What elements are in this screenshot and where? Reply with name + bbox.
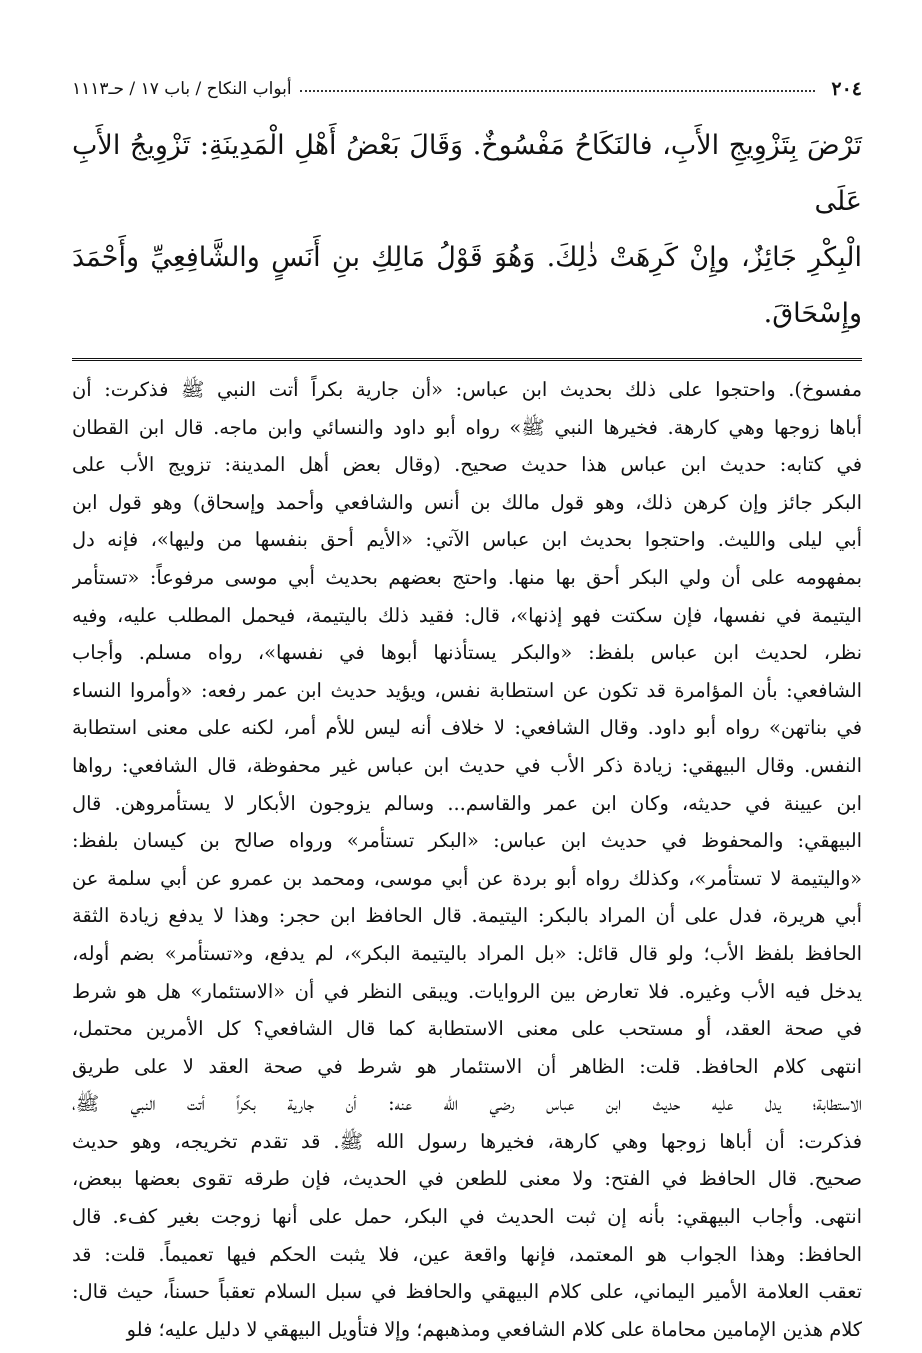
commentary-line: في صحة العقد، أو مستحب على معنى الاستطابة كما قال الشافعي؟ كل الأمرين محتمل، — [72, 1017, 862, 1041]
page-number: ٢٠٤ — [831, 78, 862, 100]
hadith-line: تَرْضَ بِتَزْوِيجِ الأَبِ، فالنَكَاحُ مَفْسُوخٌ. وَقَالَ بَعْضُ أَهْلِ الْمَدِينَةِ: تَزْوِيجُ الأَبِ عَلَى — [72, 130, 862, 217]
commentary-line: تعقب العلامة الأمير اليماني، على كلام البيهقي والحافظ في سبل السلام تعقباً حسناً، حيث قال: — [72, 1280, 862, 1304]
commentary-text — [72, 371, 862, 1348]
commentary-line: بمفهومه على أن ولي البكر أحق بها منها. واحتج بعضهم بحديث أبي موسى مرفوعاً: «تستأمر — [72, 565, 862, 589]
commentary-line: في كتابه: حديث ابن عباس هذا حديث صحيح. (وقال بعض أهل المدينة: تزويج الأب على — [72, 453, 862, 477]
hadith-text — [72, 118, 862, 358]
running-title: أبواب النكاح / باب ١٧ / حـ١١١٣ — [72, 79, 292, 99]
commentary-line: اليتيمة في نفسها، فإن سكتت فهو إذنها»، قال: فقيد ذلك باليتيمة، فيحمل المطلب عليه، وفيه — [72, 603, 862, 627]
commentary-line: أبي ليلى والليث. واحتجوا بحديث ابن عباس الآتي: «الأيم أحق بنفسها من وليها»، فإنه دل — [72, 528, 862, 552]
commentary-line: أبي هريرة، فدل على أن المراد بالبكر: اليتيمة. قال الحافظ ابن حجر: وهذا لا يدفع زيادة الثقة — [72, 904, 862, 928]
commentary-line: الاستطابة؛ يدل عليه حديث ابن عباس رضي الله عنه: أن جارية بكراً أتت النبي ﷺ، — [72, 1092, 862, 1116]
commentary-line: النفس. وقال البيهقي: زيادة ذكر الأب في حديث ابن عباس غير محفوظة، قال الشافعي: رواها — [72, 753, 862, 777]
commentary-line: الشافعي: بأن المؤامرة قد تكون عن استطابة نفس، ويؤيد حديث ابن عمر رفعه: «وأمروا النساء — [72, 678, 862, 702]
leader-dots — [300, 90, 816, 92]
commentary-line: يدخل فيه الأب وغيره. فلا تعارض بين الروايات. ويبقى النظر في أن «الاستئمار» هل هو شرط — [72, 979, 862, 1003]
running-head — [72, 70, 862, 108]
commentary-line: أباها زوجها وهي كارهة. فخيرها النبي ﷺ» رواه أبو داود والنسائي وابن ماجه. قال ابن القطان — [72, 415, 862, 439]
commentary-line: الحافظ: وهذا الجواب هو المعتمد، فإنها واقعة عين، فلا يثبت الحكم فيها تعميماً. قلت: قد — [72, 1242, 862, 1266]
commentary-line: مفسوخ). واحتجوا على ذلك بحديث ابن عباس: «أن جارية بكراً أتت النبي ﷺ فذكرت: أن — [72, 378, 862, 401]
commentary-line: ابن عيينة في حديثه، وكان ابن عمر والقاسم... وسالم يزوجون الأبكار لا يستأمروهن. قال — [72, 791, 862, 815]
commentary-line: «واليتيمة لا تستأمر»، وكذلك رواه أبو بردة عن أبي موسى، ومحمد بن عمرو عن أبي سلمة عن — [72, 866, 862, 890]
commentary-line: نظر، لحديث ابن عباس بلفظ: «والبكر يستأذنها أبوها في نفسها»، رواه مسلم. وأجاب — [72, 641, 862, 665]
commentary-line: انتهى. وأجاب البيهقي: بأنه إن ثبت الحديث في البكر، حمل على أنها زوجت بغير كفء. قال — [72, 1205, 862, 1229]
commentary-line: في بناتهن» رواه أبو داود. وقال الشافعي: لا خلاف أنه ليس للأم أمر، لكنه على معنى استطابة — [72, 716, 862, 740]
commentary-line: صحيح. قال الحافظ في الفتح: ولا معنى للطعن في الحديث، فإن طرقه تقوى بعضها ببعض، — [72, 1167, 862, 1191]
page — [72, 70, 862, 1348]
commentary-line: كلام هذين الإمامين محاماة على كلام الشافعي ومذهبهم؛ وإلا فتأويل البيهقي لا دليل عليه؛ فلو — [126, 1317, 862, 1341]
commentary-line: الحافظ بلفظ الأب؛ ولو قال قائل: «بل المراد باليتيمة البكر»، لم يدفع، و«تستأمر» بضم أوله، — [72, 941, 862, 965]
commentary-line: البكر جائز وإن كرهن ذلك، وهو قول مالك بن أنس والشافعي وأحمد وإسحاق) وهو قول ابن — [72, 490, 862, 514]
commentary-line: انتهى كلام الحافظ. قلت: الظاهر أن الاستئمار هو شرط في صحة العقد لا على طريق — [72, 1054, 862, 1078]
commentary-line: البيهقي: والمحفوظ في حديث ابن عباس: «البكر تستأمر» ورواه صالح بن كيسان بلفظ: — [72, 829, 862, 853]
divider-rule — [72, 358, 862, 361]
commentary-line: فذكرت: أن أباها زوجها وهي كارهة، فخيرها رسول الله ﷺ. قد تقدم تخريجه، وهو حديث — [72, 1129, 862, 1153]
hadith-line: الْبِكْرِ جَائِزٌ، وإِنْ كَرِهَتْ ذٰلِكَ. وَهُوَ قَوْلُ مَالِكِ بنِ أَنَسٍ والشَّافِعِيِّ وأَحْمَدَ وإِسْحَاقَ. — [72, 242, 862, 329]
